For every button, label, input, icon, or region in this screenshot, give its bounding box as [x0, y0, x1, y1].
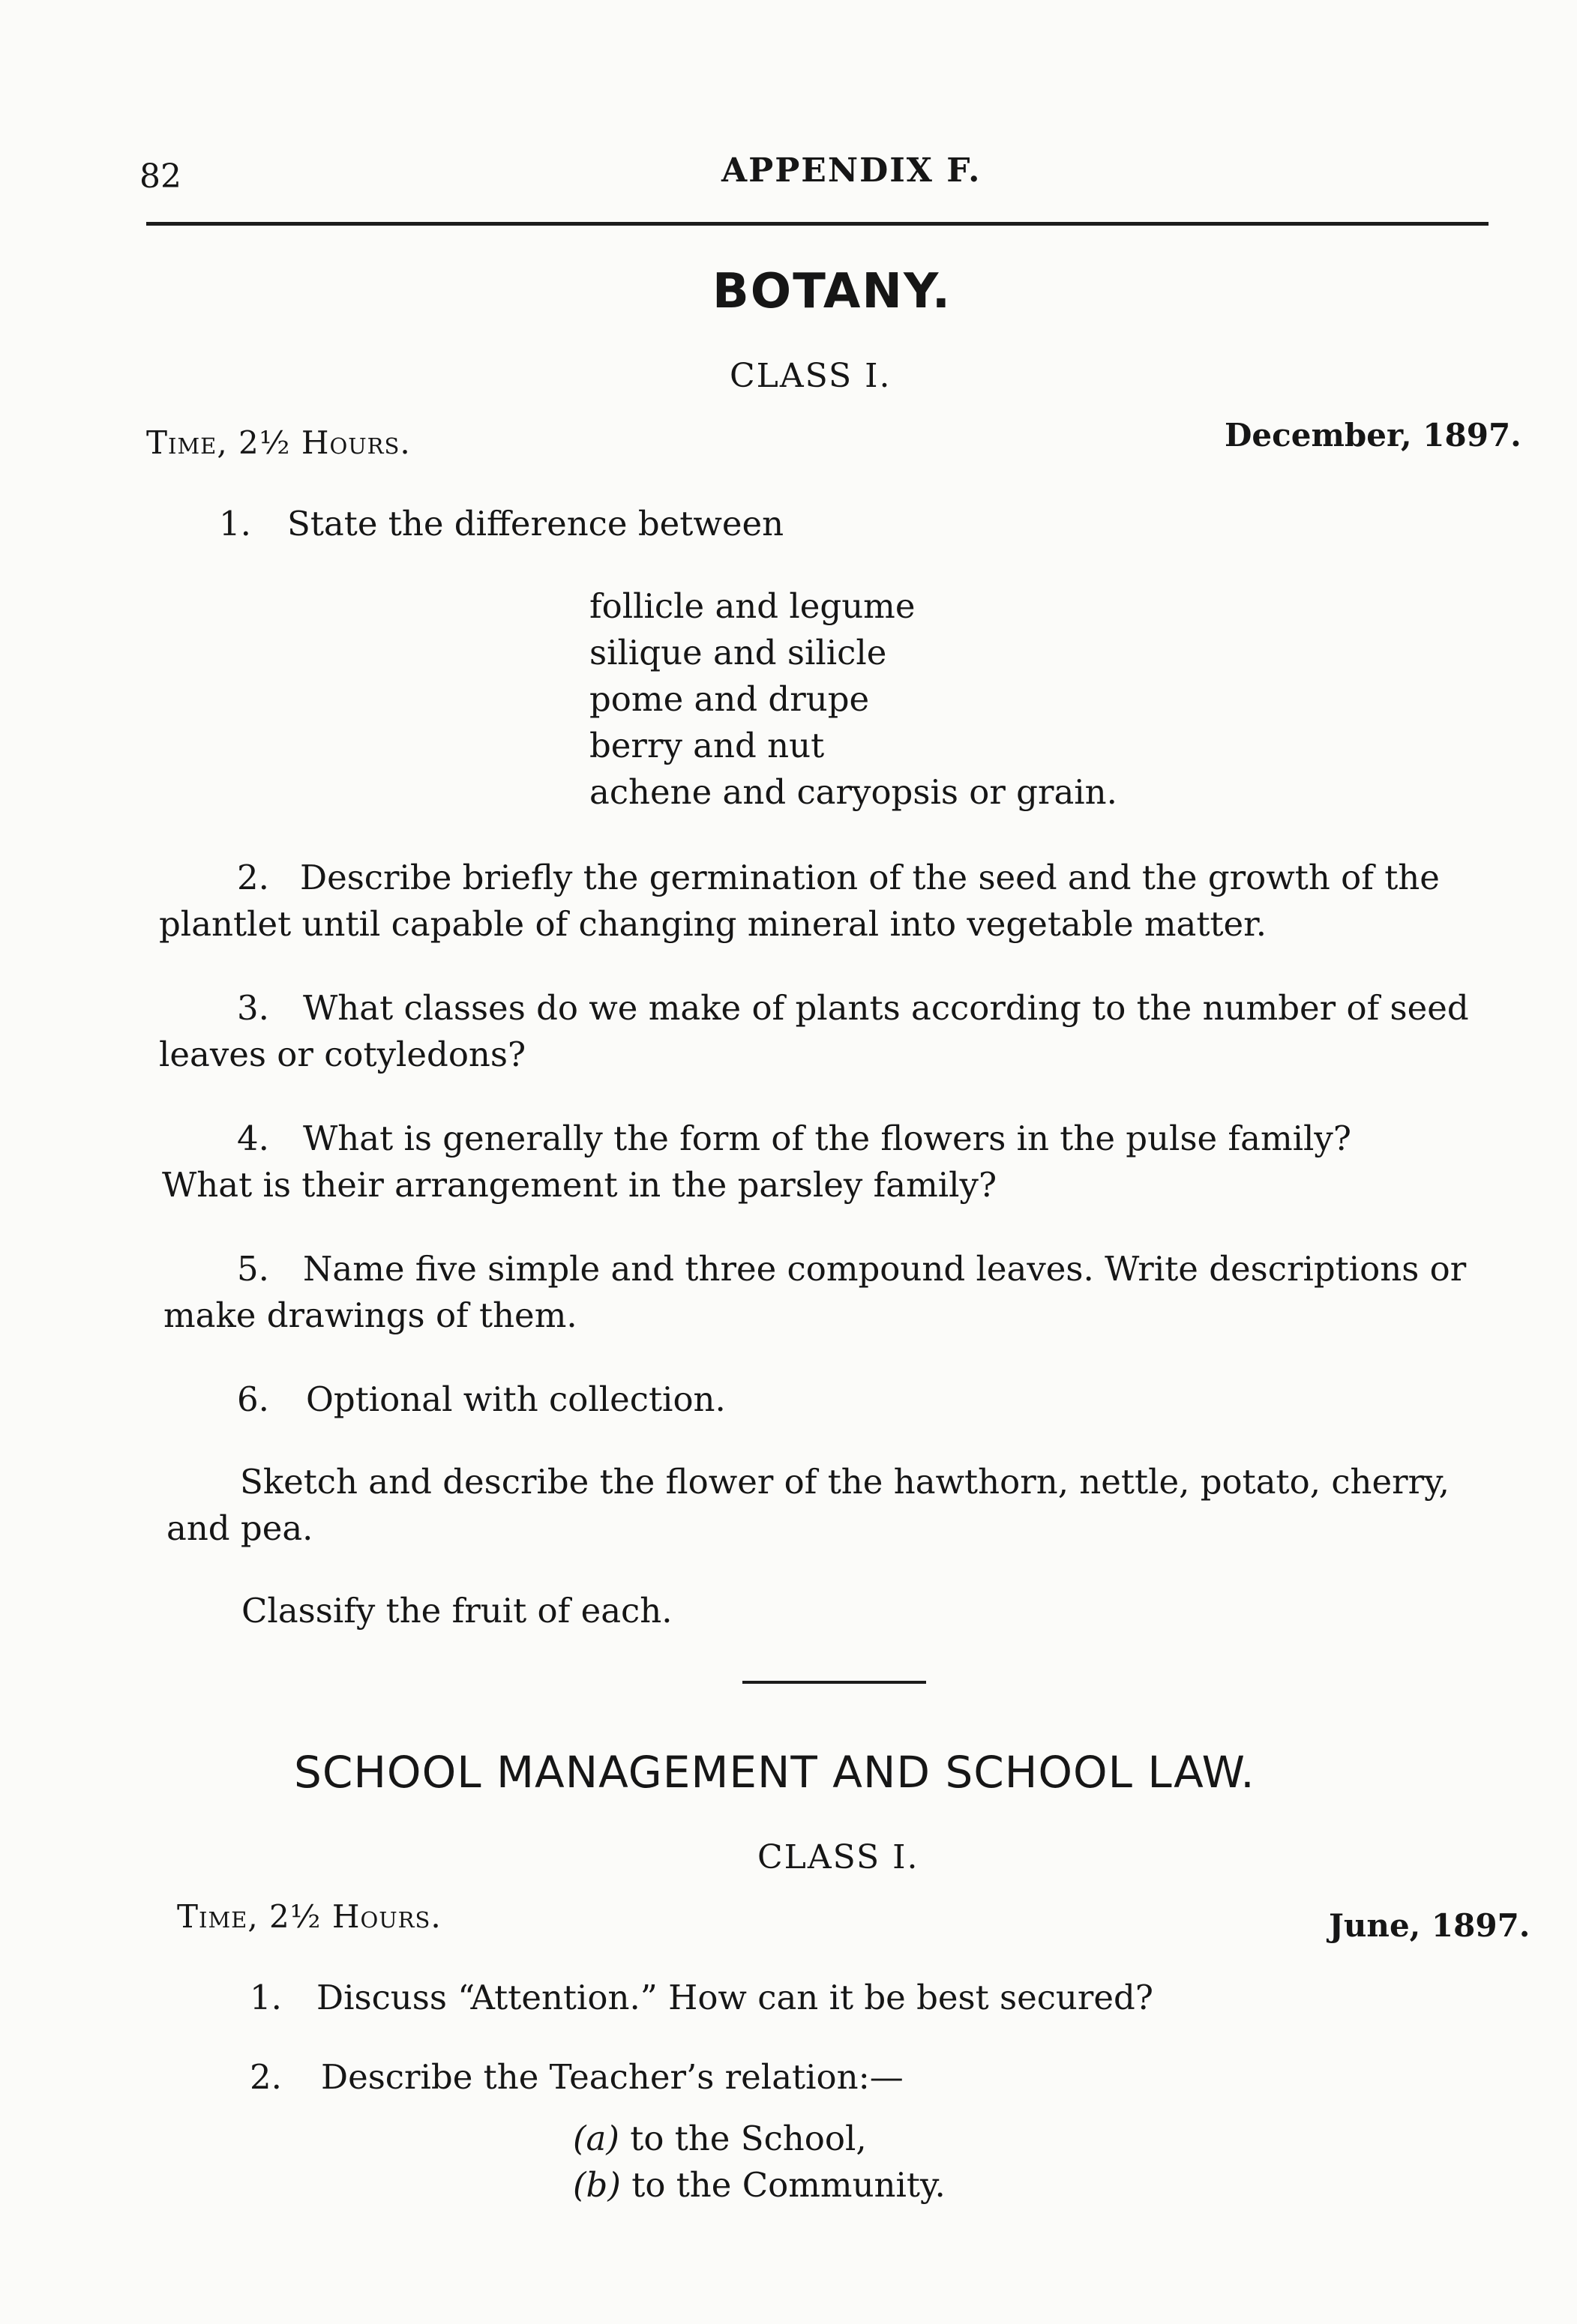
question-line: What classes do we make of plants according to the number of seed	[303, 988, 1469, 1028]
question-number: 4.	[237, 1119, 269, 1158]
list-item	[573, 2162, 946, 2209]
time-allowed: Time, 2½ Hours.	[146, 424, 411, 461]
section-title: BOTANY.	[712, 264, 952, 319]
question-line: leaves or cotyledons?	[159, 1035, 526, 1074]
item-text: to the School,	[630, 2119, 867, 2158]
running-title: APPENDIX F.	[721, 151, 982, 190]
question-line: Name five simple and three compound leaves. Write descriptions or	[303, 1249, 1467, 1289]
item-marker: (b)	[573, 2165, 621, 2205]
question-line: Optional with collection.	[306, 1379, 726, 1419]
question-text: Describe the Teacher’s relation:—	[321, 2057, 904, 2097]
section-divider	[742, 1681, 926, 1684]
question-line: make drawings of them.	[163, 1295, 577, 1335]
question-number: 3.	[237, 988, 269, 1028]
class-label: CLASS I.	[757, 1838, 919, 1876]
question-line: What is their arrangement in the parsley family?	[162, 1165, 997, 1205]
list-item: achene and caryopsis or grain.	[589, 772, 1117, 812]
list-item: silique and silicle	[589, 633, 887, 672]
list-item: berry and nut	[589, 726, 825, 765]
question-line: Sketch and describe the flower of the hawthorn, nettle, potato, cherry,	[240, 1462, 1450, 1502]
question-line: plantlet until capable of changing mineral into vegetable matter.	[159, 904, 1267, 944]
section-title: SCHOOL MANAGEMENT AND SCHOOL LAW.	[294, 1747, 1255, 1798]
item-text: to the Community.	[631, 2165, 946, 2205]
question-number: 1.	[250, 1978, 282, 2017]
header-rule	[146, 222, 1489, 226]
question-number: 1.	[219, 504, 251, 544]
item-marker: (a)	[573, 2119, 619, 2158]
list-item: follicle and legume	[589, 586, 916, 626]
question-line: Classify the fruit of each.	[241, 1591, 673, 1631]
question-text: State the difference between	[287, 504, 784, 544]
question-line: What is generally the form of the flowers in the pulse family?	[303, 1119, 1351, 1158]
question-number: 2.	[250, 2057, 282, 2097]
list-item	[573, 2116, 867, 2162]
list-item: pome and drupe	[589, 679, 870, 719]
page-number: 82	[139, 157, 181, 196]
question-number: 5.	[237, 1249, 269, 1289]
exam-date: June, 1897.	[1329, 1907, 1531, 1944]
time-allowed: Time, 2½ Hours.	[177, 1898, 442, 1935]
class-label: CLASS I.	[730, 357, 892, 395]
question-text: Discuss “Attention.” How can it be best secured?	[316, 1978, 1153, 2017]
question-line: Describe briefly the germination of the seed and the growth of the	[300, 858, 1440, 897]
question-number: 6.	[237, 1379, 269, 1419]
exam-date: December, 1897.	[1225, 417, 1522, 454]
question-number: 2.	[237, 858, 269, 897]
fruit-pairs-list	[589, 583, 1117, 816]
question-line: and pea.	[166, 1508, 313, 1548]
